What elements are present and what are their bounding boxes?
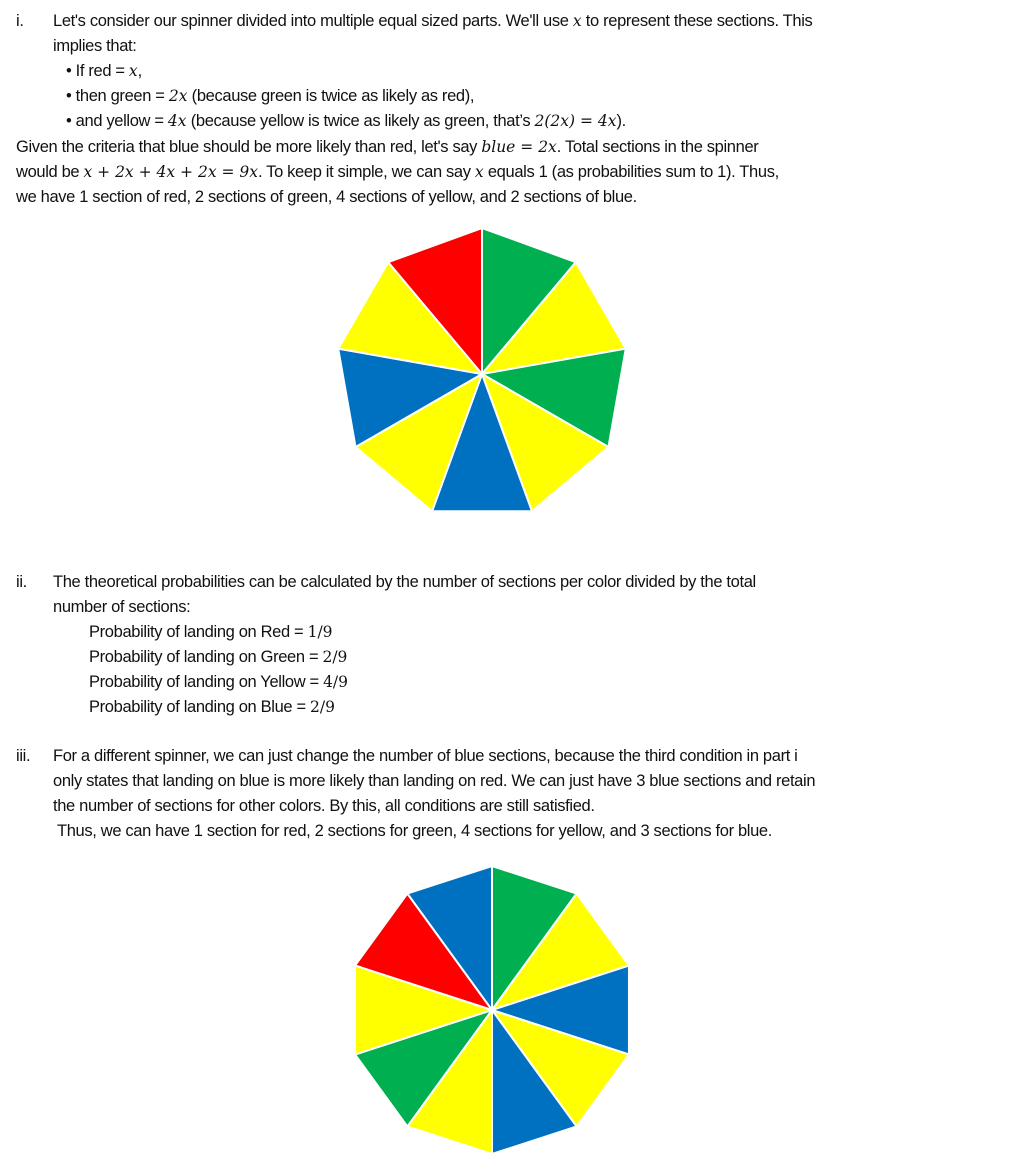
part-ii-marker: ii. — [16, 573, 27, 591]
value: 2/9 — [309, 698, 335, 716]
part-iii-line-1: For a different spinner, we can just change the number of blue sections, because the third condition in part i — [53, 747, 798, 765]
math: blue = 2x — [481, 138, 557, 156]
text: (because green is twice as likely as red), — [187, 87, 475, 105]
text: Probability of landing on Blue = — [89, 698, 310, 716]
prob-red — [89, 621, 333, 643]
math: 4x — [167, 112, 187, 130]
part-i-intro-line-2: implies that: — [53, 37, 137, 55]
prob-yellow — [89, 671, 348, 693]
math-x: x — [572, 12, 582, 30]
math: 2(2x) = 4x — [534, 112, 617, 130]
text: Probability of landing on Yellow = — [89, 673, 324, 691]
value: 1/9 — [307, 623, 333, 641]
part-iii-line-3: the number of sections for other colors. By this, all conditions are still satisfied. — [53, 797, 595, 815]
prob-green — [89, 646, 347, 668]
prob-blue — [89, 696, 335, 718]
text: • then green = — [66, 87, 169, 105]
bullet-yellow — [66, 110, 626, 132]
text: ). — [616, 112, 626, 130]
text: . Total sections in the spinner — [556, 138, 759, 156]
text: Given the criteria that blue should be more likely than red, let's say — [16, 138, 482, 156]
given-line-1 — [16, 136, 758, 158]
part-i-intro-line-1 — [53, 10, 812, 32]
part-i-marker: i. — [16, 12, 24, 30]
part-iii-line-2: only states that landing on blue is more likely than landing on red. We can just have 3 blue sections and retain — [53, 772, 816, 790]
part-iii-line-4: Thus, we can have 1 section for red, 2 sections for green, 4 sections for yellow, and 3 sections for blue. — [57, 822, 772, 840]
math: 2x — [168, 87, 188, 105]
text: • and yellow = — [66, 112, 168, 130]
text: , — [137, 62, 142, 80]
given-line-2 — [16, 161, 779, 183]
text: equals 1 (as probabilities sum to 1). Thus, — [483, 163, 779, 181]
text: (because yellow is twice as likely as green, that’s — [186, 112, 535, 130]
text: Probability of landing on Green = — [89, 648, 323, 666]
math-x: x — [474, 163, 484, 181]
text: to represent these sections. This — [581, 12, 813, 30]
bullet-red — [66, 60, 142, 82]
text: Probability of landing on Red = — [89, 623, 308, 641]
part-iii-marker: iii. — [16, 747, 31, 765]
given-line-3: we have 1 section of red, 2 sections of green, 4 sections of yellow, and 2 sections of blue. — [16, 188, 637, 206]
part-ii-line-2: number of sections: — [53, 598, 191, 616]
value: 4/9 — [323, 673, 349, 691]
part-ii-line-1: The theoretical probabilities can be calculated by the number of sections per color divided by the total — [53, 573, 756, 591]
text: Let's consider our spinner divided into multiple equal sized parts. We'll use — [53, 12, 573, 30]
text: • If red = — [66, 62, 129, 80]
text: . To keep it simple, we can say — [258, 163, 475, 181]
value: 2/9 — [322, 648, 348, 666]
math: x + 2x + 4x + 2x = 9x — [83, 163, 259, 181]
text: would be — [16, 163, 84, 181]
spinner-2 — [346, 864, 638, 1156]
bullet-green — [66, 85, 474, 107]
spinner-1 — [334, 226, 630, 522]
math-x: x — [128, 62, 138, 80]
